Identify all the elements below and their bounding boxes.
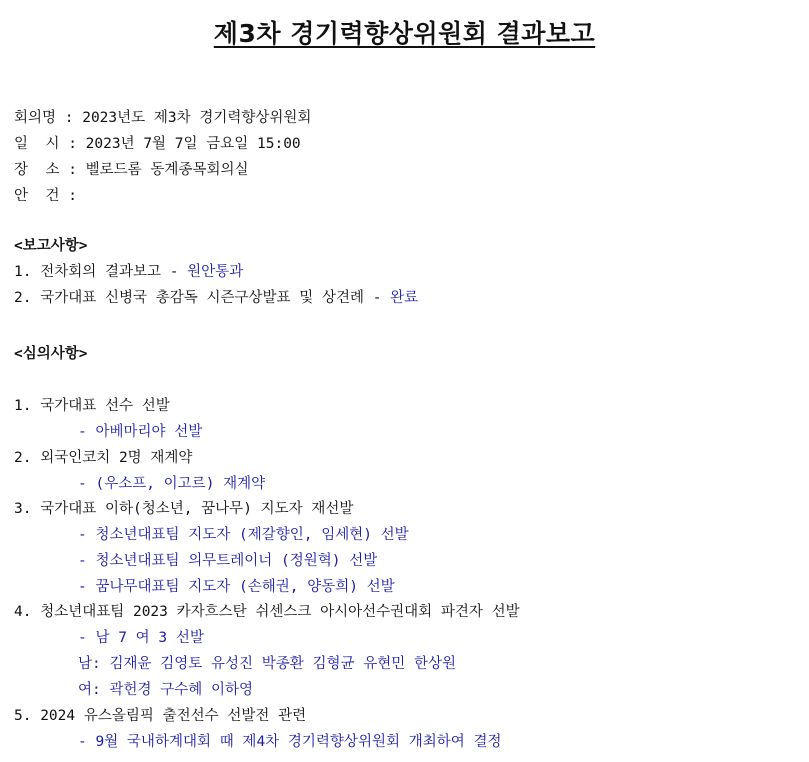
- report-item-text: 1. 전차회의 결과보고 -: [14, 264, 188, 280]
- deliberation-sub-item: 남: 김재윤 김영토 유성진 박종환 김형균 유현민 한상원: [78, 656, 456, 672]
- report-item: [14, 262, 243, 282]
- meeting-date-line: 일 시 : 2023년 7월 7일 금요일 15:00: [14, 136, 301, 152]
- deliberation-item: 5. 2024 유스올림픽 출전선수 선발전 관련: [14, 708, 307, 724]
- document-title: 제3차 경기력향상위원회 결과보고: [213, 19, 596, 48]
- deliberation-sub-item: - 청소년대표팀 지도자 (제갈향인, 임세현) 선발: [78, 527, 409, 543]
- deliberation-heading: <심의사항>: [14, 346, 88, 362]
- deliberation-item: 2. 외국인코치 2명 재계약: [14, 450, 193, 466]
- deliberation-sub-item: - (우소프, 이고르) 재계약: [78, 476, 266, 492]
- deliberation-item: 1. 국가대표 선수 선발: [14, 398, 170, 414]
- deliberation-sub-item: - 9월 국내하계대회 때 제4차 경기력향상위원회 개최하여 결정: [78, 734, 502, 750]
- deliberation-item: 3. 국가대표 이하(청소년, 꿈나무) 지도자 재선발: [14, 501, 354, 517]
- report-heading: <보고사항>: [14, 238, 88, 254]
- meeting-agenda-line: 안 건 :: [14, 188, 77, 204]
- deliberation-sub-item: - 아베마리야 선발: [78, 424, 203, 440]
- report-item: [14, 288, 418, 308]
- deliberation-sub-item: - 청소년대표팀 의무트레이너 (정원혁) 선발: [78, 553, 378, 569]
- deliberation-sub-item: 여: 곽헌경 구수혜 이하영: [78, 682, 253, 698]
- deliberation-item: 4. 청소년대표팀 2023 카자흐스탄 쉬센스크 아시아선수권대회 파견자 선발: [14, 604, 520, 620]
- deliberation-sub-item: - 남 7 여 3 선발: [78, 630, 204, 646]
- report-item-result: 완료: [390, 290, 419, 306]
- deliberation-sub-item: - 꿈나무대표팀 지도자 (손해권, 양동희) 선발: [78, 579, 395, 595]
- meeting-place-line: 장 소 : 벨로드롬 동계종목회의실: [14, 162, 249, 178]
- report-item-text: 2. 국가대표 신병국 총감독 시즌구상발표 및 상견례 -: [14, 290, 391, 306]
- meeting-name-line: 회의명 : 2023년도 제3차 경기력향상위원회: [14, 110, 312, 126]
- report-item-result: 원안통과: [187, 264, 244, 280]
